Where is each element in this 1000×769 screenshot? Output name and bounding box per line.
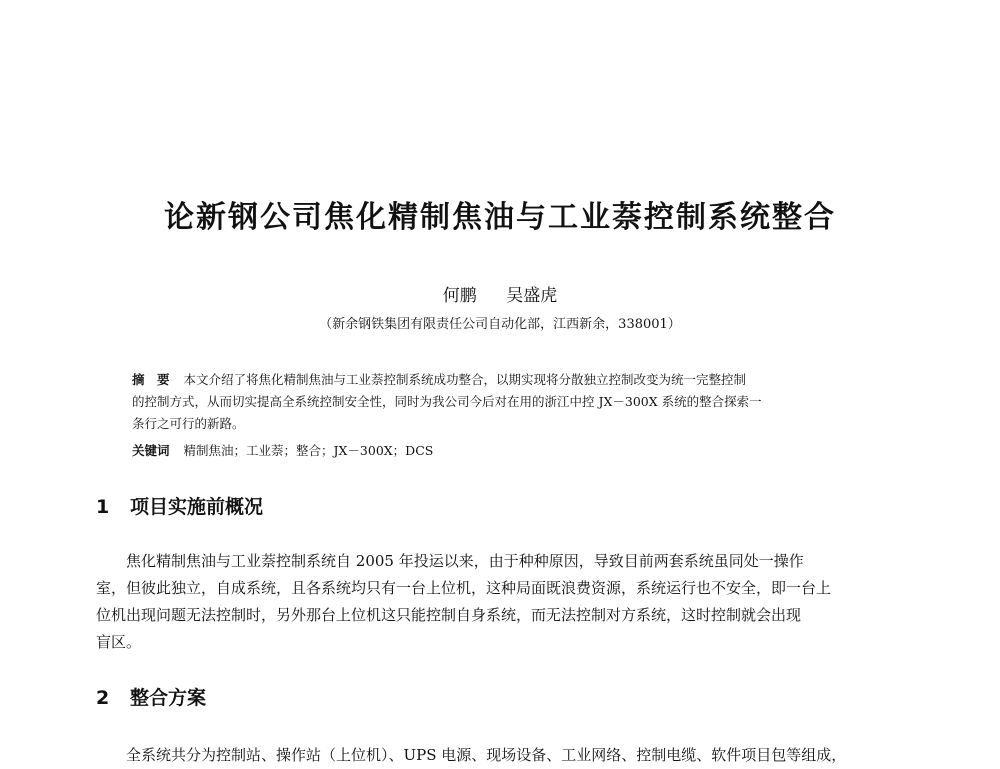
author-name: 何鹏 (442, 286, 477, 306)
section-heading-1 (96, 494, 263, 520)
abstract-line: 的控制方式，从而切实提高全系统控制安全性，同时为我公司今后对在用的浙江中控 JX－300X 系统的整合探索一 (132, 394, 762, 409)
abstract-text: 本文介绍了将焦化精制焦油与工业萘控制系统成功整合，以期实现将分散独立控制改变为统一完整控制 (183, 372, 747, 387)
abstract-line: 条行之可行的新路。 (132, 416, 245, 431)
section-2-paragraph (96, 742, 911, 769)
keywords-text: 精制焦油；工业萘；整合；JX－300X；DCS (183, 443, 434, 458)
abstract-line (132, 369, 874, 391)
keywords-block (132, 440, 874, 462)
section-title: 整合方案 (130, 687, 207, 709)
keywords-label: 关键词 (132, 443, 170, 458)
paragraph-line: 室，但彼此独立，自成系统，且各系统均只有一台上位机，这种局面既浪费资源，系统运行也不安全，即一台上 (96, 579, 832, 597)
abstract-block (132, 369, 874, 435)
author-affiliation: （新余钢铁集团有限责任公司自动化部，江西新余，338001） (319, 317, 681, 332)
author-list (0, 284, 1000, 308)
keywords-line (132, 440, 874, 462)
paragraph-line: 盲区。 (96, 633, 142, 651)
section-heading-2 (96, 685, 206, 711)
section-number: 1 (96, 496, 110, 518)
author-name: 吴盛虎 (506, 286, 558, 306)
paper-title: 论新钢公司焦化精制焦油与工业萘控制系统整合 (164, 200, 836, 235)
abstract-label: 摘 要 (132, 372, 170, 387)
section-title: 项目实施前概况 (130, 496, 264, 518)
section-number: 2 (96, 687, 110, 709)
paragraph-line: 全系统共分为控制站、操作站（上位机）、UPS 电源、现场设备、工业网络、控制电缆、软件项目包等组成， (126, 746, 847, 764)
paragraph-line: 位机出现问题无法控制时，另外那台上位机这只能控制自身系统，而无法控制对方系统，这时控制就会出现 (96, 606, 802, 624)
paragraph-line: 焦化精制焦油与工业萘控制系统自 2005 年投运以来，由于种种原因，导致目前两套系统虽同处一操作 (126, 552, 804, 570)
section-1-paragraph (96, 548, 911, 656)
